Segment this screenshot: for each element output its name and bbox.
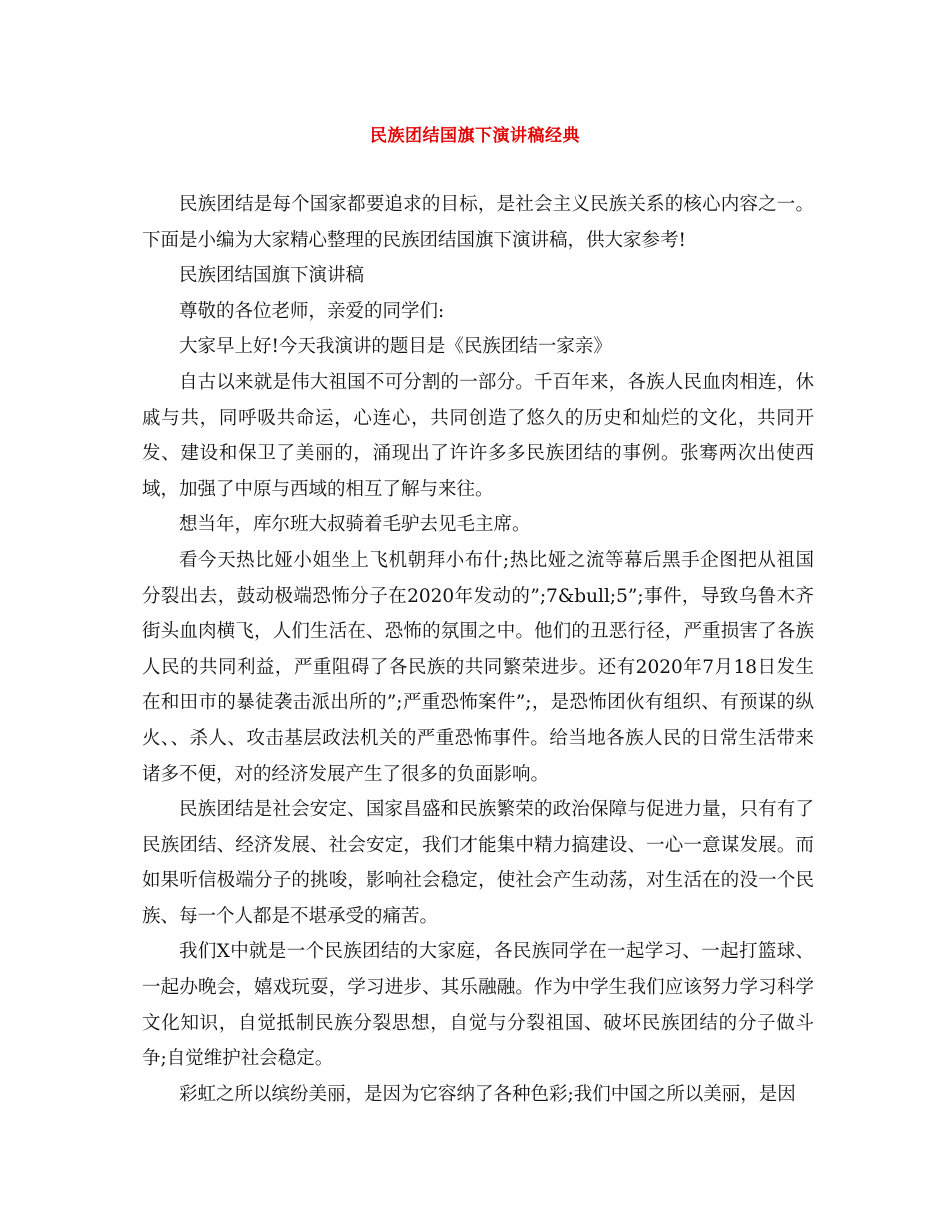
paragraph-speech-heading: 民族团结国旗下演讲稿 xyxy=(179,265,365,287)
document-body xyxy=(142,187,814,1112)
paragraph-incidents: 看今天热比娅小姐坐上飞机朝拜小布什;热比娅之流等幕后黑手企图把从祖国分裂出去，鼓动极端恐怖分子在2020年发动的”;7&bull;5”;事件，导致乌鲁木齐街头血肉横飞，人们生活在、恐怖的氛围之中。他们的丑恶行径，严重损害了各族人民的共同利益，严重阻碍了各民族的共同繁荣进步。还有2020年7月18日发生在和田市的暴徒袭击派出所的”;严重恐怖案件”;，是恐怖团伙有组织、有预谋的纵火、、杀人、攻击基层政法机关的严重恐怖事件。给当地各族人民的日常生活带来诸多不便，对的经济发展产生了很多的负面影响。 xyxy=(142,549,814,785)
paragraph-kurban: 想当年，库尔班大叔骑着毛驴去见毛主席。 xyxy=(179,514,531,536)
document-title: 民族团结国旗下演讲稿经典 xyxy=(370,126,580,146)
paragraph-intro: 民族团结是每个国家都要追求的目标，是社会主义民族关系的核心内容之一。下面是小编为大家精心整理的民族团结国旗下演讲稿，供大家参考! xyxy=(142,194,814,251)
paragraph-rainbow: 彩虹之所以缤纷美丽，是因为它容纳了各种色彩;我们中国之所以美丽，是因 xyxy=(179,1083,796,1105)
paragraph-history: 自古以来就是伟大祖国不可分割的一部分。千百年来，各族人民血肉相连，休戚与共，同呼吸共命运，心连心，共同创造了悠久的历史和灿烂的文化，共同开发、建设和保卫了美丽的，涌现出了许许多多民族团结的事例。张骞两次出使西域，加强了中原与西域的相互了解与来往。 xyxy=(142,371,814,500)
paragraph-school: 我们X中就是一个民族团结的大家庭，各民族同学在一起学习、一起打篮球、一起办晚会，嬉戏玩耍，学习进步、其乐融融。作为中学生我们应该努力学习科学文化知识，自觉抵制民族分裂思想，自觉与分裂祖国、破坏民族团结的分子做斗争;自觉维护社会稳定。 xyxy=(142,941,814,1070)
paragraph-salutation: 尊敬的各位老师，亲爱的同学们: xyxy=(179,300,445,322)
paragraph-unity-importance: 民族团结是社会安定、国家昌盛和民族繁荣的政治保障与促进力量，只有有了民族团结、经济发展、社会安定，我们才能集中精力搞建设、一心一意谋发展。而如果听信极端分子的挑唆，影响社会稳定，使社会产生动荡，对生活在的没一个民族、每一个人都是不堪承受的痛苦。 xyxy=(142,799,814,927)
paragraph-greeting: 大家早上好!今天我演讲的题目是《民族团结一家亲》 xyxy=(179,336,612,358)
